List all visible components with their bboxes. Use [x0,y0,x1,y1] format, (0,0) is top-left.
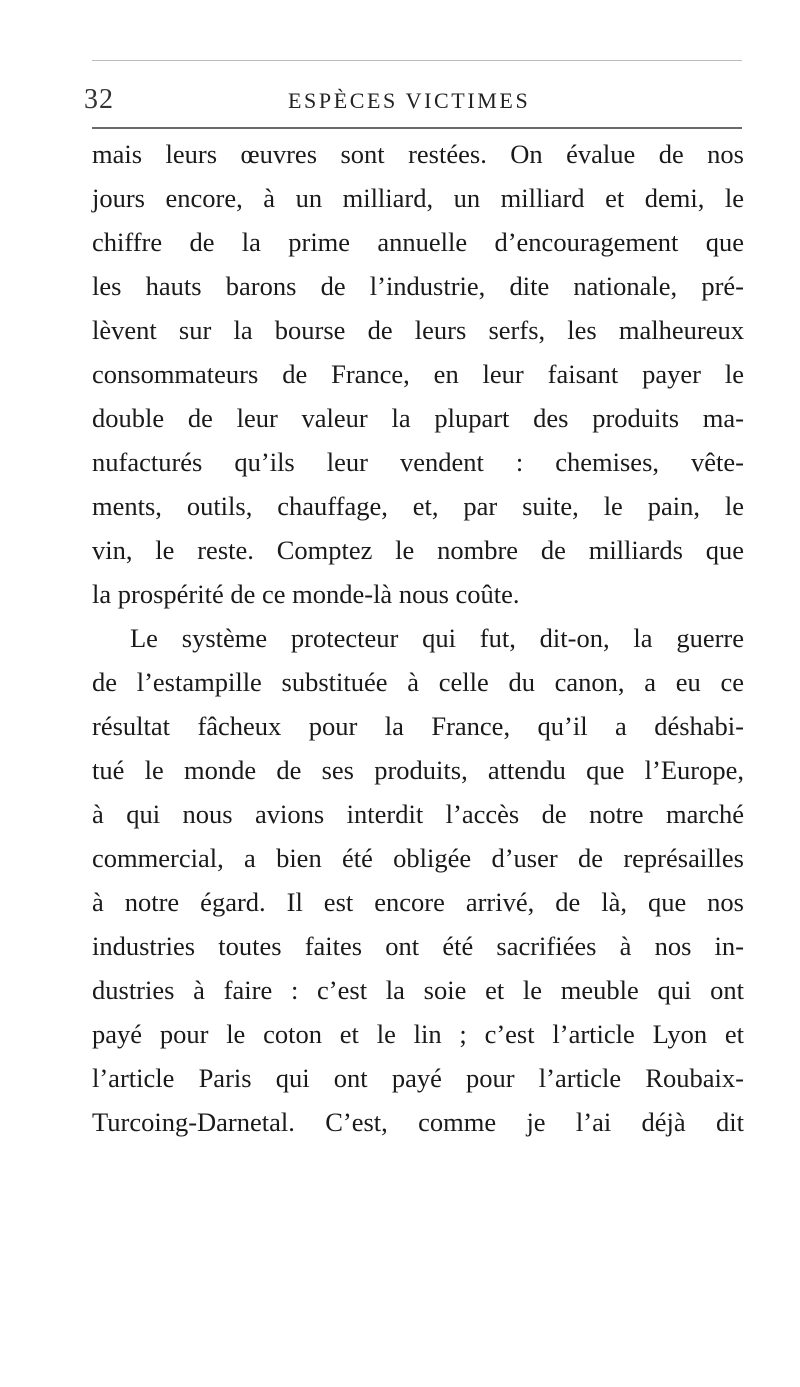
paragraph-end-line: la prospérité de ce monde-là nous coûte. [92,579,520,609]
text-line: à notre égard. Il est encore arrivé, de là, que nos [92,887,744,917]
header-top-rule [92,60,742,61]
text-line: chiffre de la prime annuelle d’encouragement que [92,227,744,257]
text-line: payé pour le coton et le lin ; c’est l’article Lyon et [92,1019,744,1049]
text-line: lèvent sur la bourse de leurs serfs, les malheureux [92,315,744,345]
text-line: les hauts barons de l’industrie, dite nationale, pré- [92,271,744,301]
body-text [92,132,744,1144]
text-line: Turcoing-Darnetal. C’est, comme je l’ai déjà dit [92,1107,744,1137]
text-line: résultat fâcheux pour la France, qu’il a déshabi- [92,711,744,741]
text-line: l’article Paris qui ont payé pour l’article Roubaix- [92,1063,744,1093]
running-title: ESPÈCES VICTIMES [288,88,531,113]
header-rule [92,127,742,129]
page-header [84,82,744,122]
text-line: nufacturés qu’ils leur vendent : chemises, vête- [92,447,744,477]
text-line: consommateurs de France, en leur faisant payer le [92,359,744,389]
text-line: commercial, a bien été obligée d’user de représailles [92,843,744,873]
text-line: double de leur valeur la plupart des produits ma- [92,403,744,433]
text-line: vin, le reste. Comptez le nombre de milliards que [92,535,744,565]
text-line: à qui nous avions interdit l’accès de notre marché [92,799,744,829]
text-line: ments, outils, chauffage, et, par suite, le pain, le [92,491,744,521]
page-number: 32 [84,84,114,115]
text-line: dustries à faire : c’est la soie et le meuble qui ont [92,975,744,1005]
text-line: industries toutes faites ont été sacrifiées à nos in- [92,931,744,961]
text-line: mais leurs œuvres sont restées. On évalue de nos [92,139,744,169]
text-line: tué le monde de ses produits, attendu que l’Europe, [92,755,744,785]
text-line: de l’estampille substituée à celle du canon, a eu ce [92,667,744,697]
paragraph-start-line: Le système protecteur qui fut, dit-on, la guerre [130,623,744,653]
text-line: jours encore, à un milliard, un milliard et demi, le [92,183,744,213]
